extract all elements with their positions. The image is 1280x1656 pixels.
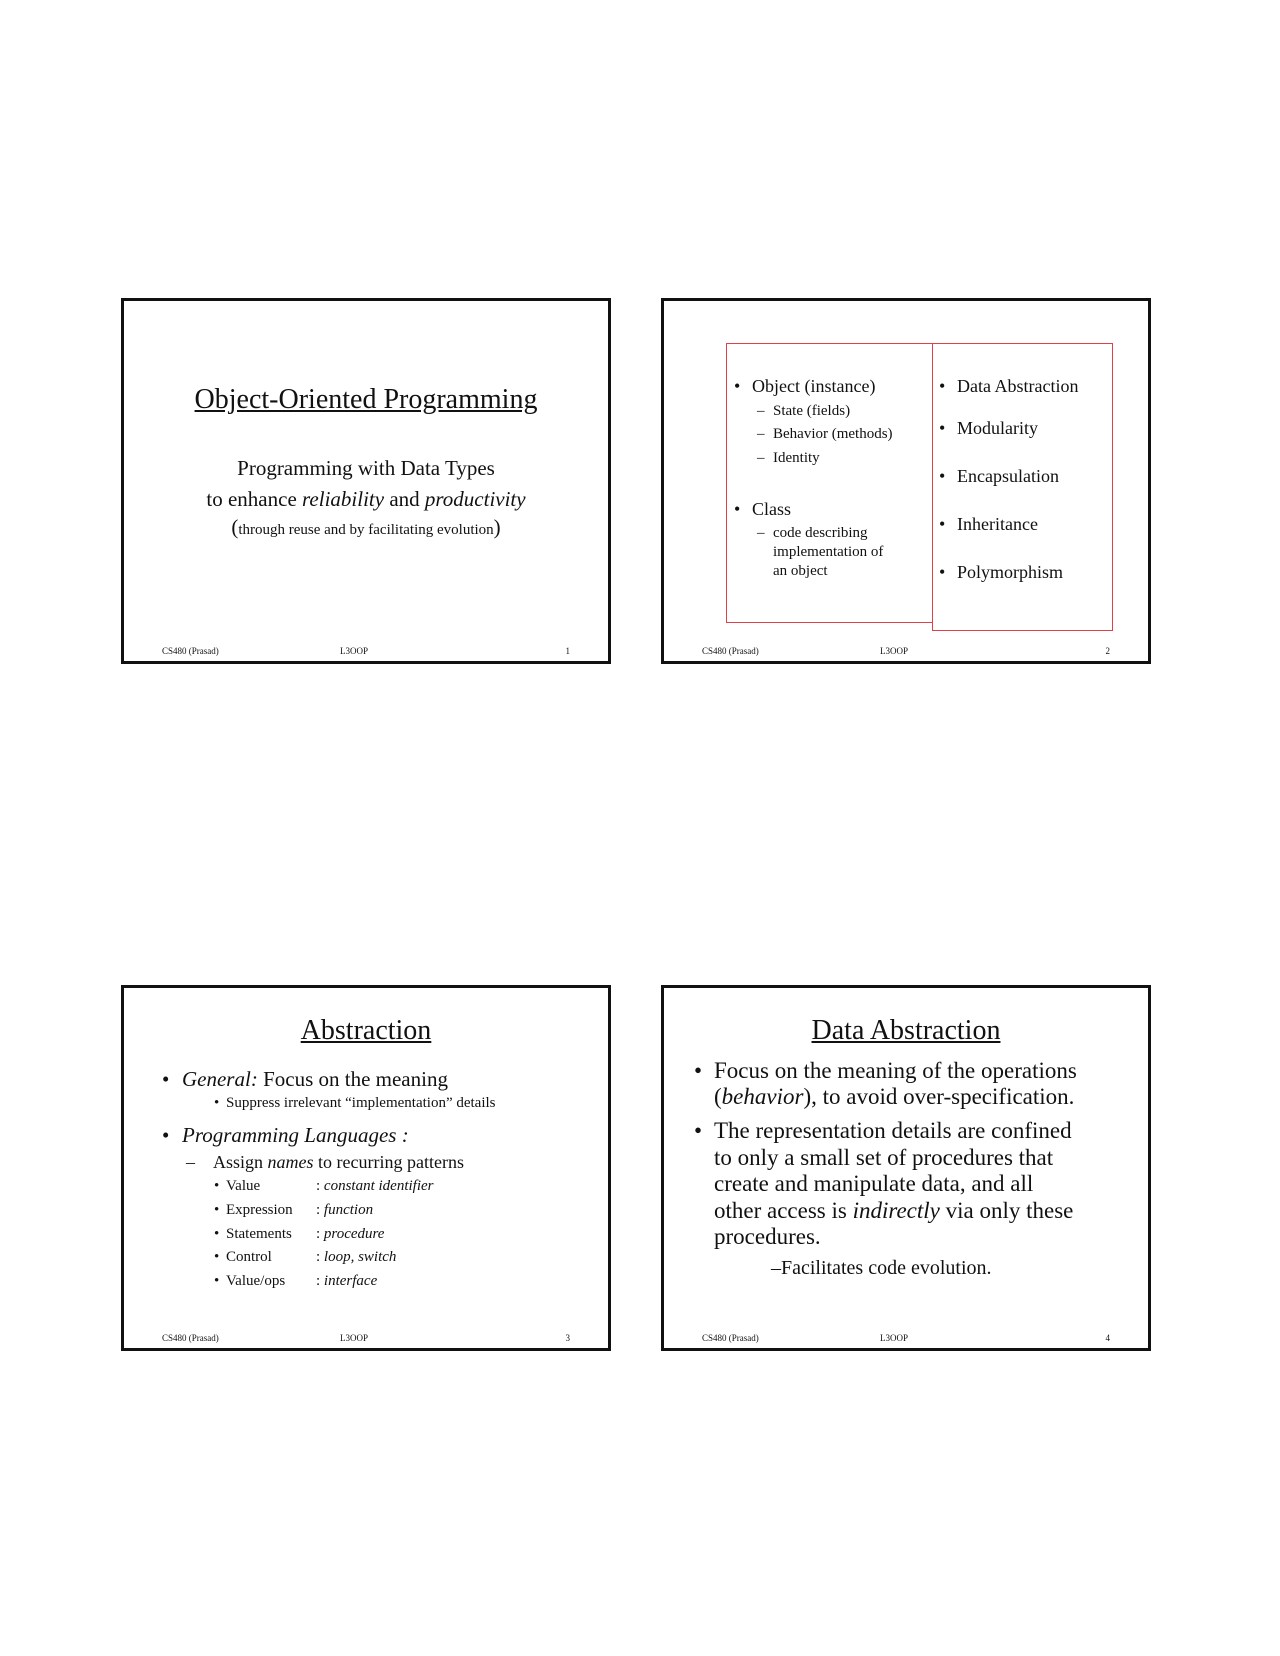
sub-item: implementation of <box>773 544 884 560</box>
dash: – <box>757 525 765 541</box>
bullet: • <box>214 1178 220 1194</box>
term: Value <box>226 1178 261 1194</box>
paragraph-line: The representation details are confined <box>714 1118 1072 1143</box>
bullet: • <box>214 1273 220 1289</box>
footer-lecture: L3OOP <box>880 1333 909 1343</box>
slide-number: 4 <box>1105 1333 1110 1343</box>
term: Statements <box>226 1226 292 1242</box>
sub-item: Behavior (methods) <box>773 426 893 442</box>
bullet: • <box>162 1067 170 1091</box>
list-item: Inheritance <box>957 514 1038 534</box>
bullet: • <box>162 1123 170 1147</box>
slide-3 <box>121 985 611 1351</box>
sub-item: Identity <box>773 450 820 466</box>
bullet: • <box>214 1202 220 1218</box>
footer-course: CS480 (Prasad) <box>702 646 759 656</box>
definition: : function <box>316 1202 374 1218</box>
subtitle-line: Programming with Data Types <box>237 456 495 480</box>
slide-number: 3 <box>565 1333 570 1343</box>
paragraph-line: to only a small set of procedures that <box>714 1145 1054 1170</box>
bullet: • <box>939 562 946 582</box>
bullet: • <box>694 1118 703 1143</box>
bullet: • <box>939 376 946 396</box>
dash: – <box>757 403 765 419</box>
dash: – <box>757 426 765 442</box>
paragraph-line: Focus on the meaning of the operations <box>714 1058 1077 1083</box>
dash: – <box>757 450 765 466</box>
list-item: Data Abstraction <box>957 376 1079 396</box>
subtitle-line: to enhance reliability and productivity <box>206 487 526 511</box>
bullet: • <box>939 466 946 486</box>
bullet: • <box>939 418 946 438</box>
definition: : loop, switch <box>316 1249 397 1265</box>
paragraph-line: other access is indirectly via only these <box>714 1198 1074 1223</box>
sub-item: State (fields) <box>773 403 851 419</box>
sub-item: code describing <box>773 525 868 541</box>
sub-item: Assign names to recurring patterns <box>213 1152 464 1172</box>
list-item: Modularity <box>957 418 1038 438</box>
bullet: • <box>214 1226 220 1242</box>
footer-lecture: L3OOP <box>340 1333 369 1343</box>
slide-title: Data Abstraction <box>811 1015 1001 1046</box>
list-item: Programming Languages : <box>182 1123 409 1147</box>
sub-item: an object <box>773 563 828 579</box>
footer-course: CS480 (Prasad) <box>702 1333 759 1343</box>
list-item: Object (instance) <box>752 376 876 396</box>
footer-lecture: L3OOP <box>880 646 909 656</box>
slide-number: 2 <box>1105 646 1110 656</box>
term: Control <box>226 1249 272 1265</box>
term: Expression <box>226 1202 293 1218</box>
subtitle-note: (through reuse and by facilitating evolution) <box>231 515 501 539</box>
paragraph-line: (behavior), to avoid over-specification. <box>714 1084 1075 1109</box>
bullet: • <box>694 1058 703 1083</box>
footer-course: CS480 (Prasad) <box>162 1333 219 1343</box>
slide-2 <box>661 298 1151 664</box>
footer-course: CS480 (Prasad) <box>162 646 219 656</box>
sub-item: Suppress irrelevant “implementation” details <box>226 1095 496 1111</box>
dash: – <box>186 1152 195 1172</box>
sub-item: –Facilitates code evolution. <box>771 1257 992 1279</box>
slide-title: Abstraction <box>300 1015 432 1046</box>
list-item: General: Focus on the meaning <box>182 1067 448 1091</box>
footer-lecture: L3OOP <box>340 646 369 656</box>
bullet: • <box>214 1249 220 1265</box>
definition: : procedure <box>316 1226 385 1242</box>
list-item: Polymorphism <box>957 562 1064 582</box>
paragraph-line: create and manipulate data, and all <box>714 1171 1034 1196</box>
term: Value/ops <box>226 1273 286 1289</box>
definition: : interface <box>316 1273 378 1289</box>
paragraph-line: procedures. <box>714 1224 821 1249</box>
bullet: • <box>734 376 741 396</box>
slide-number: 1 <box>565 646 570 656</box>
definition: : constant identifier <box>316 1178 434 1194</box>
bullet: • <box>939 514 946 534</box>
slide-title: Object-Oriented Programming <box>194 384 538 415</box>
list-item: Encapsulation <box>957 466 1059 486</box>
bullet: • <box>214 1095 220 1111</box>
list-item: Class <box>752 499 792 519</box>
bullet: • <box>734 499 741 519</box>
slide-4 <box>661 985 1151 1351</box>
slide-1 <box>121 298 611 664</box>
